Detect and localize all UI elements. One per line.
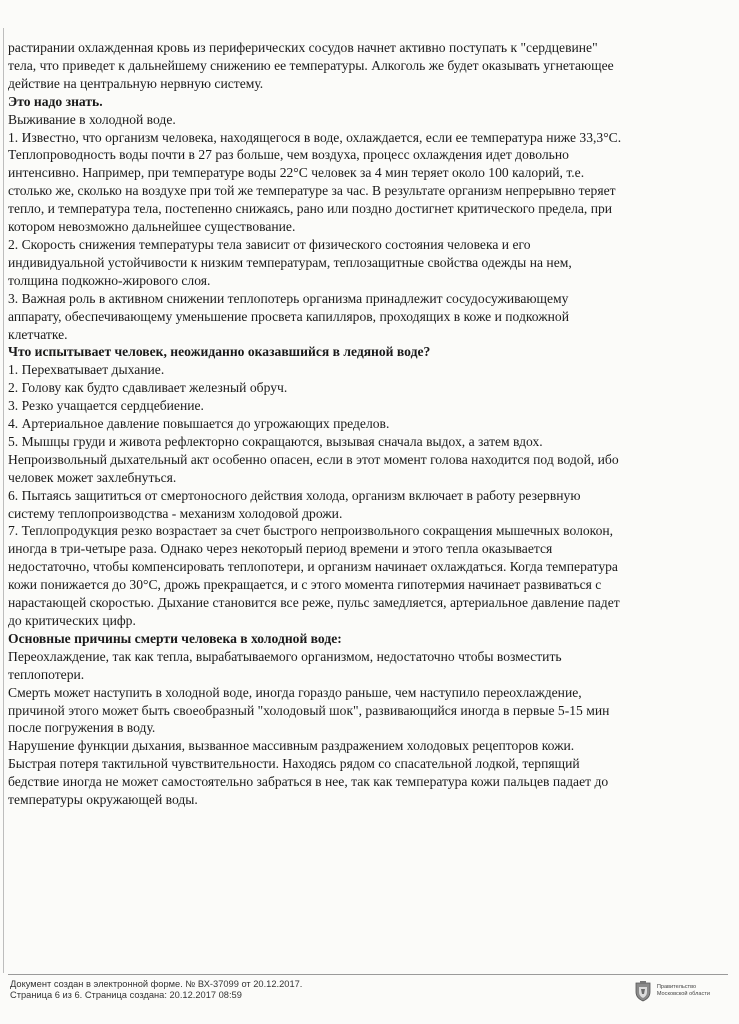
text-line: теплопотери.	[8, 666, 85, 682]
text-line: нарастающей скоростью. Дыхание становится все реже, пульс замедляется, артериальное давление падет	[8, 595, 620, 611]
text-line: толщина подкожно-жирового слоя.	[8, 272, 211, 288]
section-heading: Это надо знать.	[8, 93, 103, 109]
text-line: бедствие иногда не может самостоятельно забраться в нее, так как температура кожи пальцев падает до	[8, 774, 609, 790]
footer-document-info: Документ создан в электронной форме. № ВХ-37099 от 20.12.2017.	[10, 979, 303, 989]
section-heading: Что испытывает человек, неожиданно оказавшийся в ледяной воде?	[8, 344, 431, 360]
text-line: столько же, сколько на воздухе при той же температуре за час. В результате организм непрерывно теряет	[8, 183, 616, 199]
text-line: причиной этого может быть своеобразный "холодовый шок", развивающийся иногда в первые 5-15 мин	[8, 702, 610, 718]
text-line: 3. Резко учащается сердцебиение.	[8, 398, 204, 414]
text-line: Выживание в холодной воде.	[8, 111, 176, 127]
page-footer	[8, 974, 728, 1015]
text-line: 3. Важная роль в активном снижении теплопотерь организма принадлежит сосудосуживающему	[8, 290, 569, 306]
text-line: Непроизвольный дыхательный акт особенно опасен, если в этот момент голова находится под водой, ибо	[8, 451, 619, 467]
text-line: 7. Теплопродукция резко возрастает за счет быстрого непроизвольного сокращения мышечных волокон,	[8, 523, 614, 539]
text-line: интенсивно. Например, при температуре воды 22°С человек за 4 мин теряет около 100 калорий, т.е.	[8, 165, 585, 181]
text-line: тела, что приведет к дальнейшему снижению ее температуры. Алкоголь же будет оказывать угнетающее	[8, 57, 614, 73]
text-line: 1. Перехватывает дыхание.	[8, 362, 165, 378]
government-name: Правительство Московской области	[656, 984, 710, 997]
text-line: 2. Скорость снижения температуры тела зависит от физического состояния человека и его	[8, 236, 531, 252]
coat-of-arms-icon	[633, 980, 653, 1002]
section-heading: Основные причины смерти человека в холодной воде:	[8, 630, 342, 646]
text-line: Смерть может наступить в холодной воде, иногда гораздо раньше, чем наступило переохлаждение,	[8, 684, 582, 700]
text-line: Теплопроводность воды почти в 27 раз больше, чем воздуха, процесс охлаждения идет довольно	[8, 147, 569, 163]
text-line: человек может захлебнуться.	[8, 469, 177, 485]
document-body	[8, 39, 728, 809]
text-line: после погружения в воду.	[8, 720, 156, 736]
text-line: 1. Известно, что организм человека, находящегося в воде, охлаждается, если ее температура ниже 33,3°С.	[8, 129, 622, 145]
text-line: недостаточно, чтобы компенсировать теплопотери, и организм начинает охлаждаться. Когда температура	[8, 559, 618, 575]
text-line: 2. Голову как будто сдавливает железный обруч.	[8, 380, 288, 396]
text-line: индивидуальной устойчивости к низким температурам, теплозащитные свойства одежды на нем,	[8, 254, 572, 270]
text-line: кожи понижается до 30°С, дрожь прекращается, и с этого момента гипотермия начинает развиваться с	[8, 577, 602, 593]
text-line: 5. Мышцы груди и живота рефлекторно сокращаются, вызывая сначала выдох, а затем вдох.	[8, 433, 543, 449]
text-line: котором невозможно дальнейшее существование.	[8, 219, 296, 235]
government-logo	[633, 980, 710, 1002]
text-line: систему теплопроизводства - механизм холодовой дрожи.	[8, 505, 343, 521]
text-line: растирании охлажденная кровь из периферических сосудов начнет активно поступать к "сердцевине"	[8, 40, 598, 55]
text-line: температуры окружающей воды.	[8, 792, 198, 808]
text-line: 6. Пытаясь защититься от смертоносного действия холода, организм включает в работу резервную	[8, 487, 581, 503]
text-line: иногда в три-четыре раза. Однако через некоторый период времени и этого тепла оказывается	[8, 541, 553, 557]
footer-text	[10, 979, 302, 1001]
text-line: до критических цифр.	[8, 613, 136, 628]
footer-page-info: Страница 6 из 6. Страница создана: 20.12.2017 08:59	[10, 990, 242, 1000]
text-line: Нарушение функции дыхания, вызванное массивным раздражением холодовых рецепторов кожи.	[8, 738, 575, 754]
page-edge-line	[3, 28, 4, 973]
text-line: клетчатке.	[8, 326, 68, 342]
text-line: Переохлаждение, так как тепла, вырабатываемого организмом, недостаточно чтобы возместить	[8, 648, 562, 664]
text-line: Быстрая потеря тактильной чувствительности. Находясь рядом со спасательной лодкой, терпящий	[8, 756, 580, 772]
text-line: тепло, и температура тела, постепенно снижаясь, рано или поздно достигнет критического предела, при	[8, 201, 613, 217]
text-line: аппарату, обеспечивающему уменьшение просвета капилляров, проходящих в коже и подкожной	[8, 308, 569, 324]
text-line: действие на центральную нервную систему.	[8, 75, 264, 91]
text-line: 4. Артериальное давление повышается до угрожающих пределов.	[8, 416, 390, 432]
